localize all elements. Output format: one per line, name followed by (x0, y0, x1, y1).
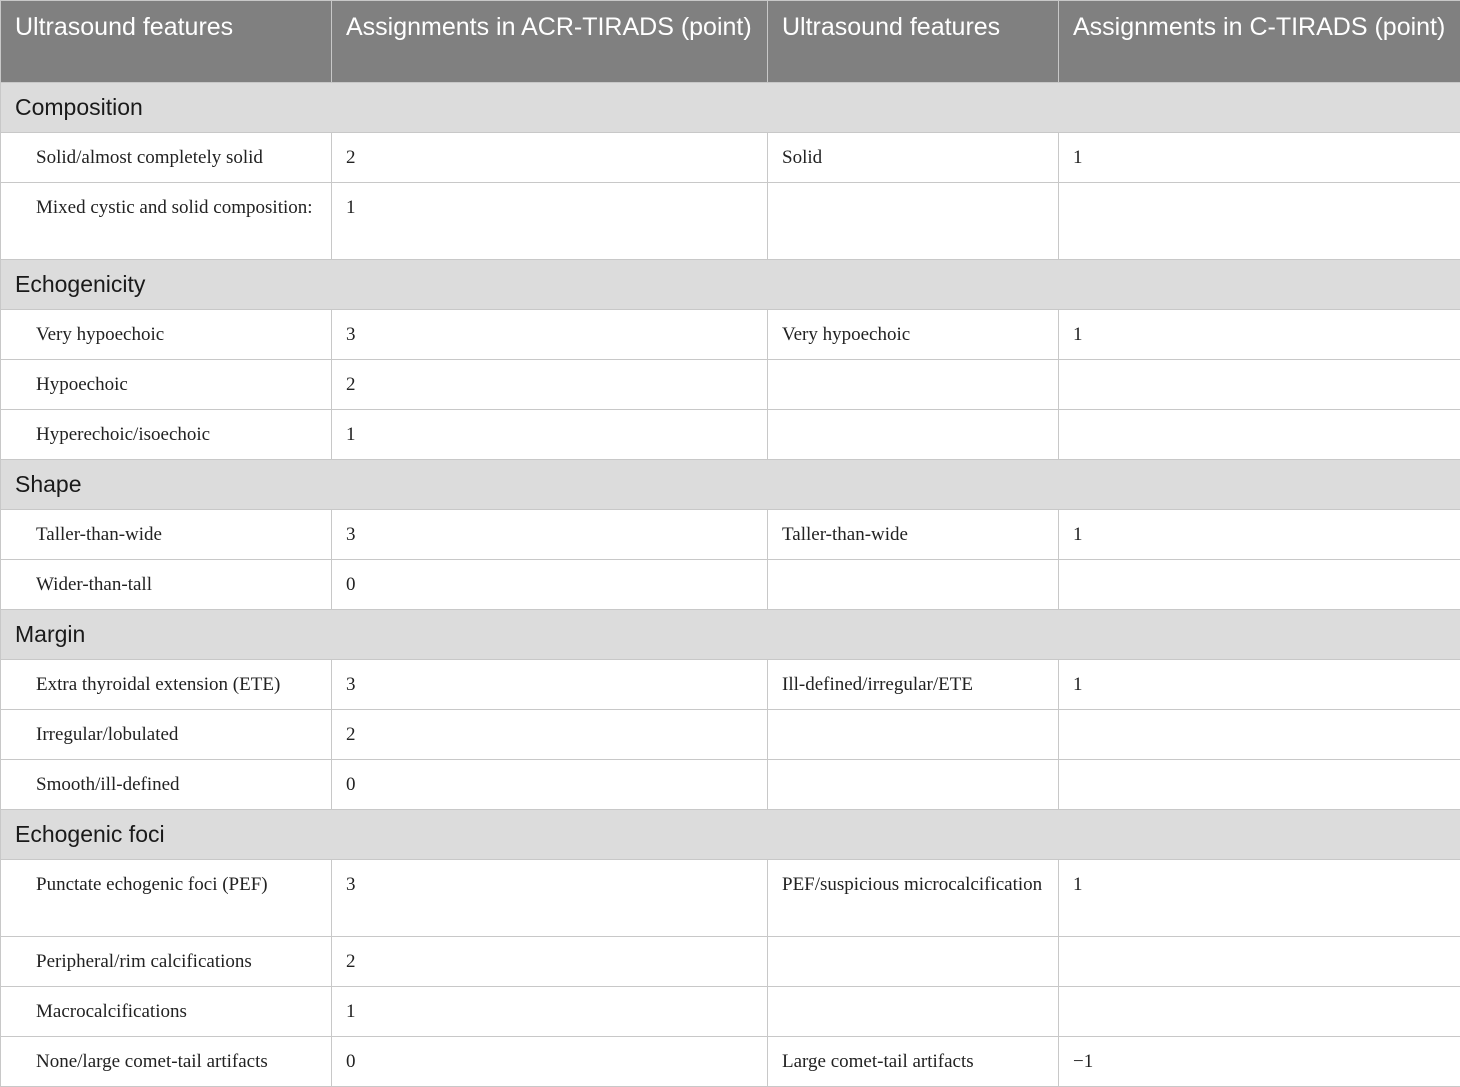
acr-feature-cell: Mixed cystic and solid composition: (1, 183, 332, 260)
section-title: Composition (1, 83, 1460, 133)
section-row-composition (1, 83, 1460, 133)
acr-points-cell: 3 (332, 310, 768, 360)
c-points-cell (1059, 710, 1460, 760)
acr-feature-cell: Hypoechoic (1, 360, 332, 410)
section-title: Shape (1, 460, 1460, 510)
c-feature-cell (768, 710, 1059, 760)
c-feature-cell (768, 183, 1059, 260)
header-c-feature: Ultrasound features (768, 1, 1059, 83)
header-c-points: Assignments in C-TIRADS (point) (1059, 1, 1460, 83)
acr-points-cell: 3 (332, 860, 768, 937)
acr-points-cell: 2 (332, 937, 768, 987)
header-acr-feature: Ultrasound features (1, 1, 332, 83)
c-feature-cell: Ill-defined/irregular/ETE (768, 660, 1059, 710)
acr-feature-cell: Hyperechoic/isoechoic (1, 410, 332, 460)
acr-points-cell: 0 (332, 1037, 768, 1087)
header-acr-points: Assignments in ACR-TIRADS (point) (332, 1, 768, 83)
acr-points-cell: 2 (332, 360, 768, 410)
c-points-cell: −1 (1059, 1037, 1460, 1087)
acr-feature-cell: Extra thyroidal extension (ETE) (1, 660, 332, 710)
table-row (1, 560, 1460, 610)
table-row (1, 860, 1460, 937)
acr-feature-cell: Taller-than-wide (1, 510, 332, 560)
c-feature-cell: Very hypoechoic (768, 310, 1059, 360)
acr-points-cell: 0 (332, 560, 768, 610)
section-row-echogenicity (1, 260, 1460, 310)
table-row (1, 360, 1460, 410)
acr-feature-cell: Punctate echogenic foci (PEF) (1, 860, 332, 937)
acr-feature-cell: Wider-than-tall (1, 560, 332, 610)
acr-points-cell: 1 (332, 987, 768, 1037)
acr-points-cell: 2 (332, 710, 768, 760)
c-feature-cell: Solid (768, 133, 1059, 183)
section-title: Margin (1, 610, 1460, 660)
section-title: Echogenic foci (1, 810, 1460, 860)
acr-points-cell: 1 (332, 410, 768, 460)
c-points-cell (1059, 183, 1460, 260)
c-points-cell: 1 (1059, 310, 1460, 360)
table-row (1, 710, 1460, 760)
acr-feature-cell: None/large comet-tail artifacts (1, 1037, 332, 1087)
table-row (1, 660, 1460, 710)
c-feature-cell (768, 410, 1059, 460)
header-row (1, 1, 1460, 83)
table-row (1, 410, 1460, 460)
c-points-cell (1059, 360, 1460, 410)
c-feature-cell: PEF/suspicious microcalcification (768, 860, 1059, 937)
table-row (1, 937, 1460, 987)
table-row (1, 133, 1460, 183)
table-row (1, 760, 1460, 810)
c-points-cell (1059, 937, 1460, 987)
c-points-cell (1059, 560, 1460, 610)
acr-feature-cell: Smooth/ill-defined (1, 760, 332, 810)
acr-points-cell: 3 (332, 510, 768, 560)
section-row-margin (1, 610, 1460, 660)
c-feature-cell (768, 760, 1059, 810)
acr-feature-cell: Solid/almost completely solid (1, 133, 332, 183)
c-feature-cell (768, 560, 1059, 610)
c-points-cell: 1 (1059, 133, 1460, 183)
table-row (1, 183, 1460, 260)
acr-feature-cell: Macrocalcifications (1, 987, 332, 1037)
c-points-cell (1059, 410, 1460, 460)
acr-feature-cell: Irregular/lobulated (1, 710, 332, 760)
acr-points-cell: 0 (332, 760, 768, 810)
c-points-cell (1059, 760, 1460, 810)
table-row (1, 987, 1460, 1037)
acr-points-cell: 2 (332, 133, 768, 183)
c-feature-cell (768, 360, 1059, 410)
section-title: Echogenicity (1, 260, 1460, 310)
c-feature-cell: Taller-than-wide (768, 510, 1059, 560)
table-row (1, 310, 1460, 360)
table-row (1, 510, 1460, 560)
section-row-echogenic-foci (1, 810, 1460, 860)
acr-points-cell: 1 (332, 183, 768, 260)
acr-feature-cell: Very hypoechoic (1, 310, 332, 360)
c-points-cell: 1 (1059, 510, 1460, 560)
acr-feature-cell: Peripheral/rim calcifications (1, 937, 332, 987)
section-row-shape (1, 460, 1460, 510)
table-row (1, 1037, 1460, 1087)
c-points-cell: 1 (1059, 860, 1460, 937)
acr-points-cell: 3 (332, 660, 768, 710)
c-feature-cell (768, 937, 1059, 987)
c-feature-cell (768, 987, 1059, 1037)
c-points-cell: 1 (1059, 660, 1460, 710)
c-feature-cell: Large comet-tail artifacts (768, 1037, 1059, 1087)
c-points-cell (1059, 987, 1460, 1037)
